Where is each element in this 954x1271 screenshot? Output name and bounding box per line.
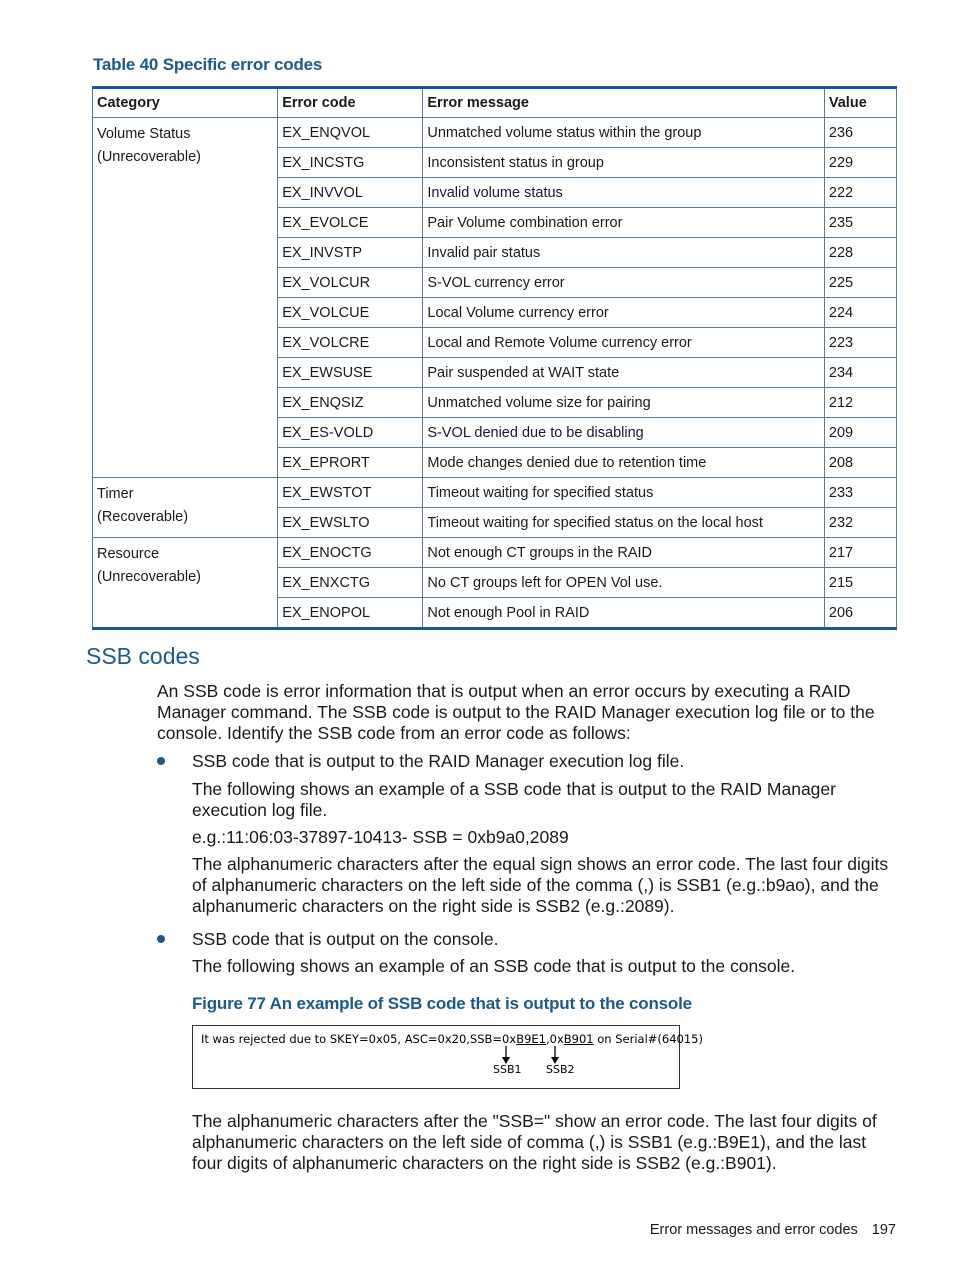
error-message-cell: Invalid pair status (423, 238, 824, 268)
ssb2-label: SSB2 (546, 1063, 575, 1076)
value-cell: 215 (824, 568, 896, 598)
error-message-cell: Timeout waiting for specified status on the local host (423, 508, 824, 538)
ssb1-label: SSB1 (493, 1063, 522, 1076)
value-cell: 212 (824, 388, 896, 418)
value-cell: 236 (824, 118, 896, 148)
table-body (93, 118, 897, 629)
category-cell (93, 118, 278, 478)
error-code-cell: EX_INVSTP (278, 238, 423, 268)
console-line-prefix: It was rejected due to SKEY=0x05, ASC=0x20,SSB=0x (201, 1032, 517, 1046)
error-code-cell: EX_INCSTG (278, 148, 423, 178)
error-message-cell: S-VOL denied due to be disabling (423, 418, 824, 448)
category-name: Volume Status (97, 126, 191, 142)
category-recoverability: (Unrecoverable) (97, 149, 201, 165)
value-cell: 223 (824, 328, 896, 358)
category-cell (93, 538, 278, 629)
category-cell (93, 478, 278, 538)
error-message-cell: Unmatched volume size for pairing (423, 388, 824, 418)
value-cell: 209 (824, 418, 896, 448)
error-code-cell: EX_EPRORT (278, 448, 423, 478)
error-message-cell: Unmatched volume status within the group (423, 118, 824, 148)
intro-paragraph: An SSB code is error information that is output when an error occurs by executing a RAID Manager command. The SSB code is output to the RAID Manager execution log file or to the console. Identify the SSB code from an error code as follows: (157, 681, 875, 743)
error-code-cell: EX_EWSTOT (278, 478, 423, 508)
table-row (93, 538, 897, 568)
bullet1-title: SSB code that is output to the RAID Manager execution log file. (192, 751, 685, 771)
ssb2-value: B901 (563, 1032, 594, 1046)
value-cell: 224 (824, 298, 896, 328)
console-line-suffix: on Serial#(64015) (593, 1032, 703, 1046)
pointer-arrows (193, 1026, 679, 1088)
value-cell: 206 (824, 598, 896, 629)
category-name: Timer (97, 486, 134, 502)
error-code-cell: EX_VOLCUR (278, 268, 423, 298)
bullet2-paragraph: The following shows an example of an SSB code that is output to the console. (192, 956, 796, 976)
value-cell: 229 (824, 148, 896, 178)
error-code-cell: EX_EVOLCE (278, 208, 423, 238)
value-cell: 234 (824, 358, 896, 388)
header-error-message: Error message (423, 88, 824, 118)
error-code-cell: EX_EWSLTO (278, 508, 423, 538)
error-code-cell: EX_ENQSIZ (278, 388, 423, 418)
error-message-cell: Not enough CT groups in the RAID (423, 538, 824, 568)
header-value: Value (824, 88, 896, 118)
value-cell: 235 (824, 208, 896, 238)
error-code-cell: EX_ENOCTG (278, 538, 423, 568)
error-code-cell: EX_INVVOL (278, 178, 423, 208)
header-category: Category (93, 88, 278, 118)
console-figure (192, 1025, 703, 1089)
bullet2-title: SSB code that is output on the console. (192, 929, 499, 949)
console-line-mid: ,0x (545, 1032, 564, 1046)
error-message-cell: Mode changes denied due to retention time (423, 448, 824, 478)
header-error-code: Error code (278, 88, 423, 118)
error-message-cell: Local Volume currency error (423, 298, 824, 328)
value-cell: 233 (824, 478, 896, 508)
table-header-row (93, 88, 897, 118)
value-cell: 225 (824, 268, 896, 298)
bullet1-explanation: The alphanumeric characters after the equal sign shows an error code. The last four digits of alphanumeric characters on the left side of the comma (,) is SSB1 (e.g.:b9ao), and the alphanumeric characters on the right side is SSB2 (e.g.:2089). (192, 854, 889, 916)
page-footer (650, 1222, 896, 1238)
arrow-ssb2-icon (551, 1046, 559, 1064)
value-cell: 217 (824, 538, 896, 568)
error-codes-table (92, 86, 897, 630)
error-message-cell: Local and Remote Volume currency error (423, 328, 824, 358)
bullet2-explanation: The alphanumeric characters after the "SSB=" show an error code. The last four digits of alphanumeric characters on the left side of comma (,) is SSB1 (e.g.:B9E1), and the last four digits of alphanumeric characters on the right side is SSB2 (e.g.:B901). (192, 1111, 877, 1173)
error-message-cell: Not enough Pool in RAID (423, 598, 824, 629)
table-row (93, 478, 897, 508)
bullet-dot-1 (157, 757, 165, 765)
error-message-cell: Pair suspended at WAIT state (423, 358, 824, 388)
figure-caption: Figure 77 An example of SSB code that is output to the console (192, 994, 692, 1013)
bullet-dot-2 (157, 935, 165, 943)
error-code-cell: EX_EWSUSE (278, 358, 423, 388)
value-cell: 208 (824, 448, 896, 478)
error-message-cell: Inconsistent status in group (423, 148, 824, 178)
category-recoverability: (Unrecoverable) (97, 569, 201, 585)
value-cell: 228 (824, 238, 896, 268)
bullet1-paragraph: The following shows an example of a SSB code that is output to the RAID Manager execution log file. (192, 779, 836, 820)
error-message-cell: Timeout waiting for specified status (423, 478, 824, 508)
error-message-cell: Invalid volume status (423, 178, 824, 208)
value-cell: 222 (824, 178, 896, 208)
bullet1-example: e.g.:11:06:03-37897-10413- SSB = 0xb9a0,2089 (192, 827, 569, 847)
table-row (93, 118, 897, 148)
error-code-cell: EX_ES-VOLD (278, 418, 423, 448)
error-message-cell: Pair Volume combination error (423, 208, 824, 238)
table-caption: Table 40 Specific error codes (93, 55, 323, 74)
error-code-cell: EX_VOLCUE (278, 298, 423, 328)
arrow-ssb1-icon (502, 1046, 510, 1064)
error-message-cell: S-VOL currency error (423, 268, 824, 298)
error-code-cell: EX_ENQVOL (278, 118, 423, 148)
footer-title: Error messages and error codes (649, 1222, 858, 1238)
error-code-cell: EX_VOLCRE (278, 328, 423, 358)
section-heading: SSB codes (86, 643, 200, 669)
error-message-cell: No CT groups left for OPEN Vol use. (423, 568, 824, 598)
category-name: Resource (97, 546, 160, 562)
error-code-cell: EX_ENXCTG (278, 568, 423, 598)
value-cell: 232 (824, 508, 896, 538)
page-number: 197 (871, 1222, 896, 1238)
error-code-cell: EX_ENOPOL (278, 598, 423, 629)
category-recoverability: (Recoverable) (97, 509, 189, 525)
ssb1-value: B9E1 (516, 1032, 546, 1046)
